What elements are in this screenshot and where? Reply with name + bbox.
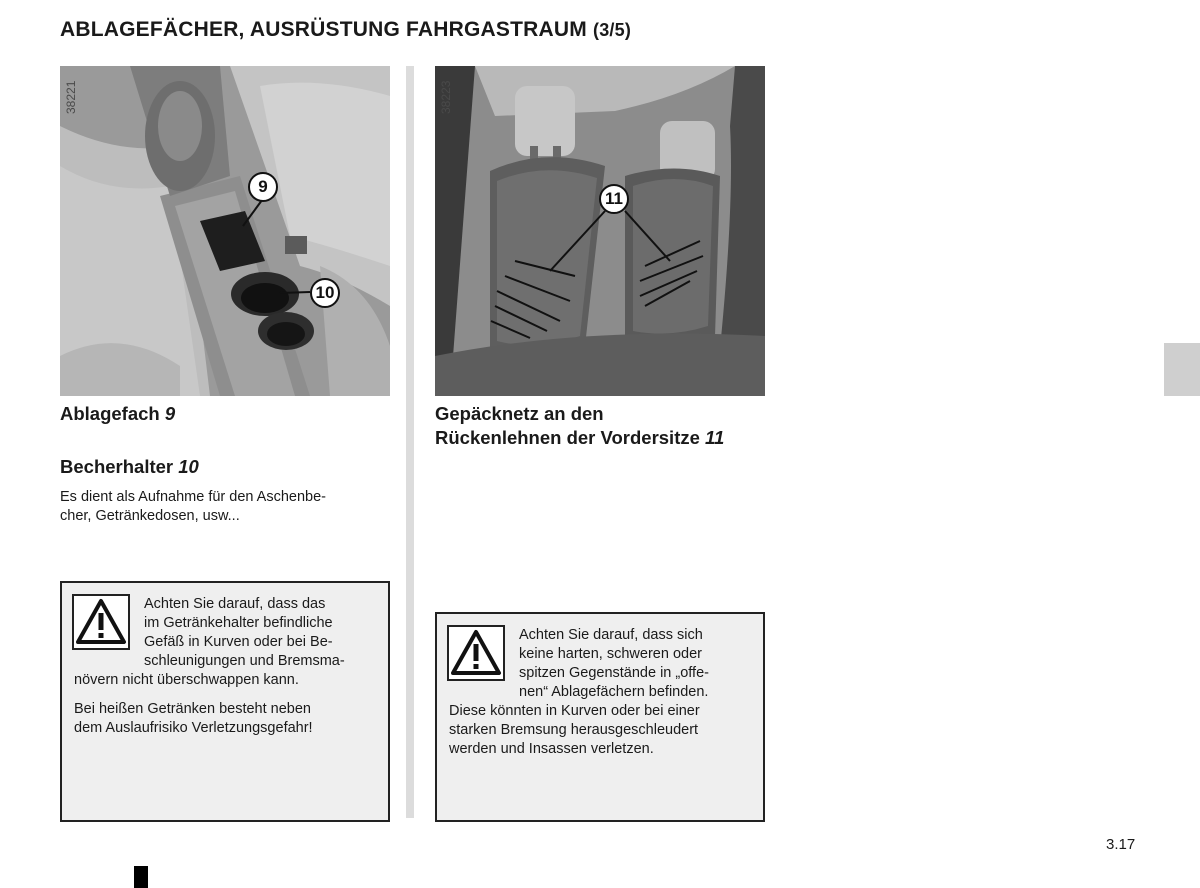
warning-text-right bbox=[519, 626, 751, 702]
description-line: Es dient als Aufnahme für den Aschenbe- bbox=[60, 489, 327, 505]
caption-line bbox=[435, 426, 724, 450]
caption-text: Becherhalter bbox=[60, 456, 174, 477]
page-title bbox=[60, 18, 631, 42]
warning-line: Achten Sie darauf, dass das bbox=[144, 596, 326, 612]
description-line: cher, Getränkedosen, usw... bbox=[60, 508, 240, 524]
caption-text: Ablagefach bbox=[60, 403, 160, 424]
warning-line: Gefäß in Kurven oder bei Be- bbox=[144, 634, 333, 650]
page-number: 3.17 bbox=[1106, 836, 1136, 853]
warning-line: keine harten, schweren oder bbox=[519, 646, 702, 662]
caption-storage bbox=[60, 402, 175, 426]
warning-text-left bbox=[144, 595, 376, 671]
console-illustration bbox=[60, 66, 390, 396]
warning-line: Diese könnten in Kurven oder bei einer bbox=[449, 703, 700, 719]
seats-illustration bbox=[435, 66, 765, 396]
caption-number: 9 bbox=[164, 403, 176, 424]
photo-code: 38221 bbox=[64, 80, 78, 114]
page-title-suffix: (3/5) bbox=[593, 20, 632, 40]
cup-holder-description bbox=[60, 488, 390, 526]
callout-11: 11 bbox=[599, 184, 629, 214]
warning-line: Achten Sie darauf, dass sich bbox=[519, 627, 703, 643]
warning-text-left-para2 bbox=[74, 700, 378, 738]
callout-10: 10 bbox=[310, 278, 340, 308]
warning-line: spitzen Gegenstände in „offe- bbox=[519, 665, 709, 681]
caption-number: 11 bbox=[705, 427, 725, 448]
warning-line: starken Bremsung herausgeschleudert bbox=[449, 722, 699, 738]
caption-line: Gepäcknetz an den bbox=[435, 403, 604, 424]
chapter-tab bbox=[1164, 343, 1200, 396]
callout-9: 9 bbox=[248, 172, 278, 202]
caption-luggage-nets bbox=[435, 402, 724, 450]
page-title-text: ABLAGEFÄCHER, AUSRÜSTUNG FAHRGASTRAUM bbox=[60, 18, 587, 41]
warning-line: Bei heißen Getränken besteht neben bbox=[74, 701, 311, 717]
warning-text-right-wide bbox=[449, 702, 753, 759]
photo-code: 38223 bbox=[439, 80, 453, 114]
warning-line: werden und Insassen verletzen. bbox=[449, 741, 654, 757]
warning-line: dem Auslaufrisiko Verletzungsgefahr! bbox=[74, 720, 313, 736]
warning-box-right bbox=[435, 612, 765, 822]
console-storage-photo bbox=[60, 66, 390, 396]
warning-text-left-wide bbox=[74, 671, 378, 690]
warning-box-left bbox=[60, 581, 390, 822]
column-divider bbox=[406, 66, 414, 818]
warning-line: nen“ Ablagefächern befinden. bbox=[519, 684, 709, 700]
caption-text: Rückenlehnen der Vordersitze bbox=[435, 427, 700, 448]
seat-nets-photo bbox=[435, 66, 765, 396]
warning-line: növern nicht überschwappen kann. bbox=[74, 672, 299, 688]
caption-cup-holder bbox=[60, 455, 199, 479]
warning-line: im Getränkehalter befindliche bbox=[144, 615, 333, 631]
crop-mark bbox=[134, 866, 148, 888]
warning-triangle-icon bbox=[72, 594, 130, 650]
warning-triangle-icon bbox=[447, 625, 505, 681]
warning-line: schleunigungen und Bremsma- bbox=[144, 653, 345, 669]
caption-number: 10 bbox=[178, 456, 199, 477]
